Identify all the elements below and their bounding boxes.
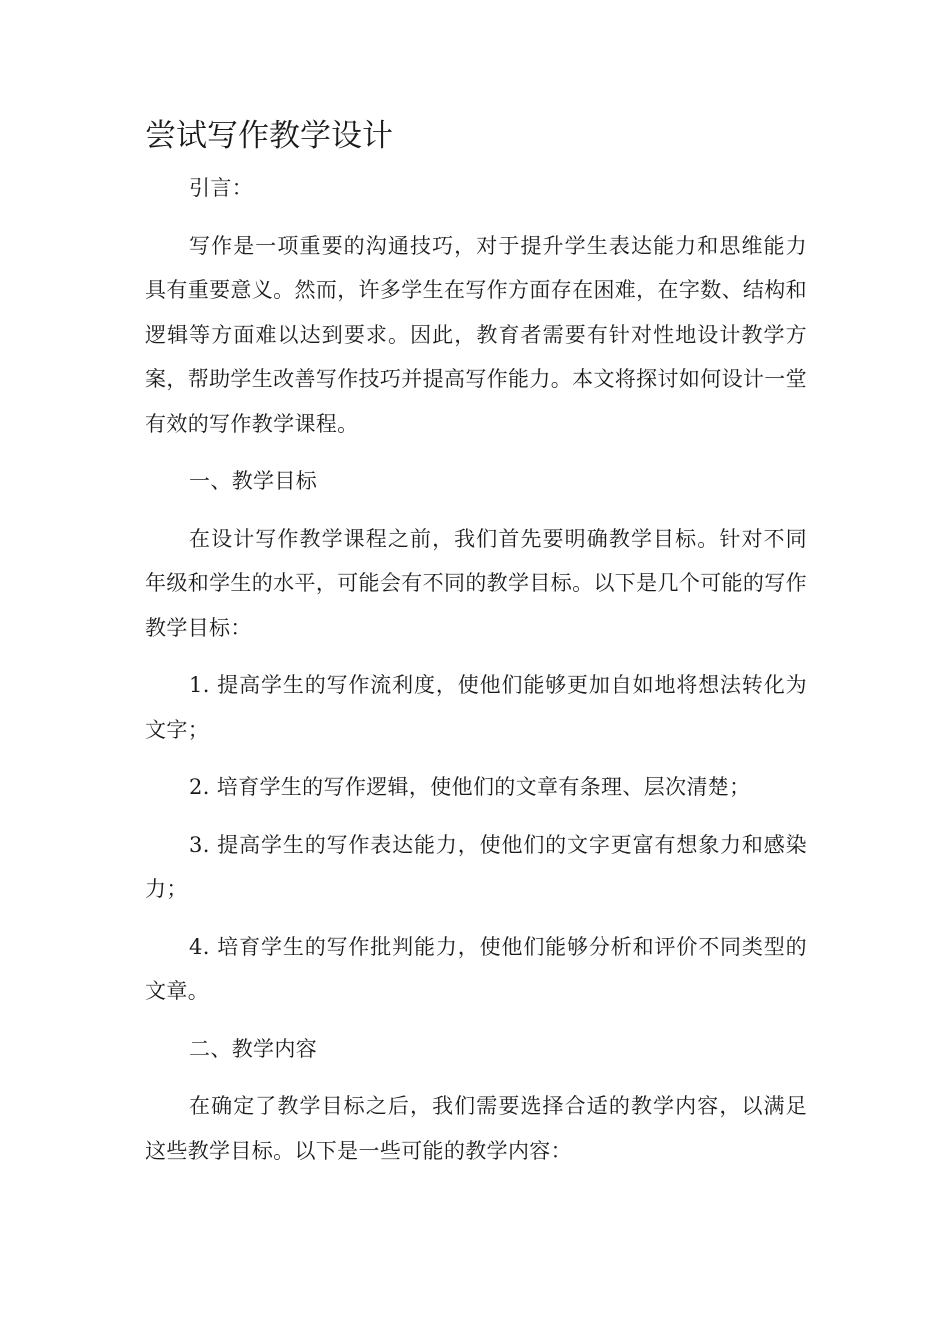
- document-title: 尝试写作教学设计: [145, 118, 393, 154]
- paragraph-goals-body: 在设计写作教学课程之前，我们首先要明确教学目标。针对不同年级和学生的水平，可能会有不同的教学目标。以下是几个可能的写作教学目标：: [145, 526, 807, 640]
- section-heading-goals: 一、教学目标: [189, 469, 318, 493]
- paragraph-content-body: 在确定了教学目标之后，我们需要选择合适的教学内容，以满足这些教学目标。以下是一些可能的教学内容：: [145, 1094, 807, 1163]
- section-heading-content: 二、教学内容: [189, 1036, 318, 1061]
- paragraph-intro-body: 写作是一项重要的沟通技巧，对于提升学生表达能力和思维能力具有重要意义。然而，许多学生在写作方面存在困难，在字数、结构和逻辑等方面难以达到要求。因此，教育者需要有针对性地设计教学方案，帮助学生改善写作技巧并提高写作能力。本文将探讨如何设计一堂有效的写作教学课程。: [145, 233, 807, 436]
- paragraph-intro-heading: 引言：: [189, 176, 254, 200]
- list-item-goal-3: 3. 提高学生的写作表达能力，使他们的文字更富有想象力和感染力；: [145, 832, 807, 901]
- list-item-goal-2: 2. 培育学生的写作逻辑，使他们的文章有条理、层次清楚；: [189, 775, 751, 799]
- list-item-goal-1: 1. 提高学生的写作流利度，使他们能够更加自如地将想法转化为文字；: [145, 673, 807, 742]
- list-item-goal-4: 4. 培育学生的写作批判能力，使他们能够分析和评价不同类型的文章。: [145, 934, 807, 1003]
- document-body: [145, 112, 807, 1186]
